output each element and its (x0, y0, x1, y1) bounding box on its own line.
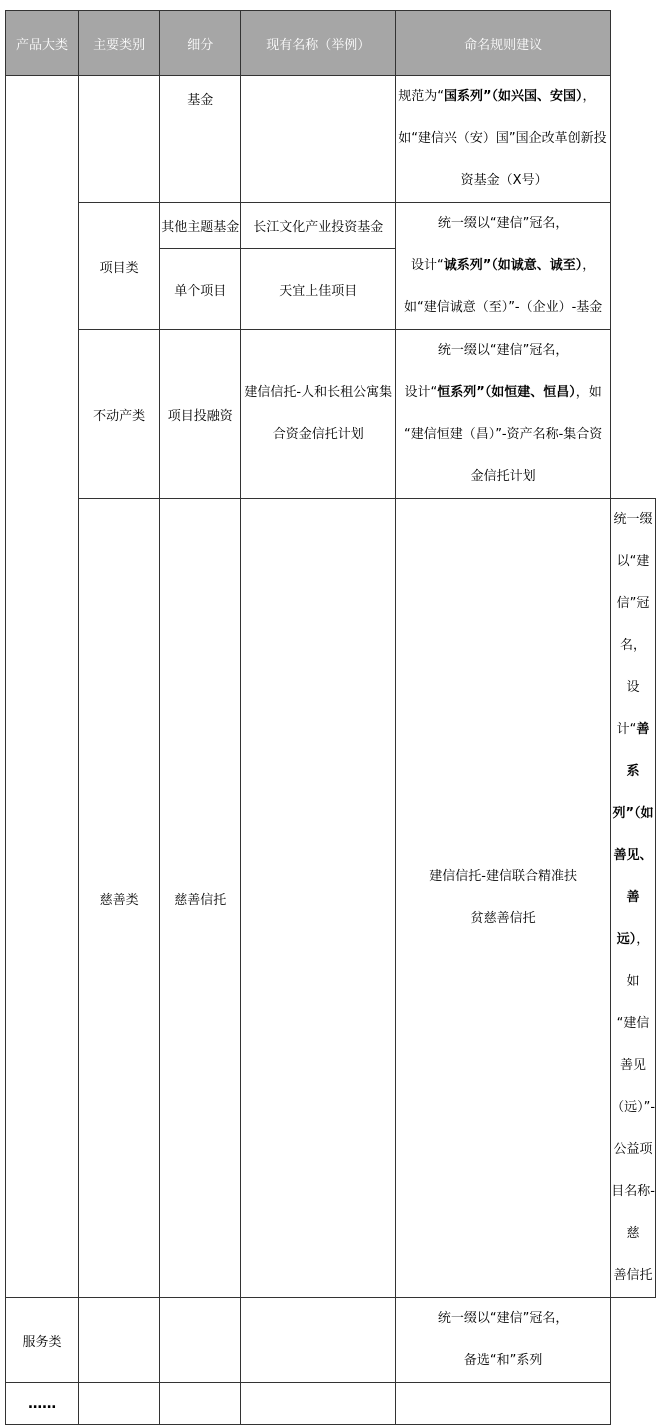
cell-sub-empty (160, 1298, 241, 1383)
cell-rule-service: 统一缀以“建信”冠名， 备选“和”系列 (396, 1298, 611, 1383)
cell-sub-project-financing: 项目投融资 (160, 330, 241, 499)
cell-name-charity: 建信信托-建信联合精准扶 贫慈善信托 (396, 499, 611, 1298)
header-naming-rule: 命名规则建议 (396, 11, 611, 76)
cell-category-service: 服务类 (6, 1298, 79, 1383)
cell-name-empty (241, 1383, 396, 1425)
cell-rule-project: 统一缀以“建信”冠名， 设计“诚系列”（如诚意、诚至）， 如“建信诚意（至）”-（企业）-基金 (396, 203, 611, 330)
cell-rule-fund: 规范为“国系列”（如兴国、安国）， 如“建信兴（安）国”国企改革创新投 资基金（X号） (396, 76, 611, 203)
table-row-service (6, 1298, 656, 1383)
cell-category-more: …… (6, 1383, 79, 1425)
cell-main-charity-trust: 慈善信托 (160, 499, 241, 1298)
cell-main-empty (79, 1298, 160, 1383)
cell-main-realestate: 不动产类 (79, 330, 160, 499)
cell-sub-fund: 基金 (160, 76, 241, 203)
cell-category-empty (6, 76, 79, 1298)
table-row-more (6, 1383, 656, 1425)
cell-name-empty (241, 76, 396, 203)
cell-category-charity: 慈善类 (79, 499, 160, 1298)
table-row-realestate (6, 330, 656, 499)
cell-sub-empty (160, 1383, 241, 1425)
cell-sub-single-project: 单个项目 (160, 249, 241, 330)
cell-rule-realestate: 统一缀以“建信”冠名， 设计“恒系列”（如恒建、恒昌），如 “建信恒建（昌）”-资产名称-集合资 金信托计划 (396, 330, 611, 499)
cell-name-tianyi: 天宜上佳项目 (241, 249, 396, 330)
cell-rule-empty (396, 1383, 611, 1425)
cell-name-empty (241, 1298, 396, 1383)
cell-main-empty (79, 76, 160, 203)
cell-sub-theme-fund: 其他主题基金 (160, 203, 241, 249)
naming-rules-table (5, 10, 656, 1425)
header-product-category: 产品大类 (6, 11, 79, 76)
cell-rule-charity: 统一缀以“建信”冠名， 设计“善系列”（如善见、善远），如 “建信善见（远）”-公益项目名称-慈 善信托 (611, 499, 656, 1298)
cell-main-empty (79, 1383, 160, 1425)
cell-main-project: 项目类 (79, 203, 160, 330)
cell-sub-empty (241, 499, 396, 1298)
table-row-fund (6, 76, 656, 203)
header-current-name: 现有名称（举例） (241, 11, 396, 76)
header-main-category: 主要类别 (79, 11, 160, 76)
header-subdivision: 细分 (160, 11, 241, 76)
cell-name-changjiang: 长江文化产业投资基金 (241, 203, 396, 249)
cell-name-renhe: 建信信托-人和长租公寓集 合资金信托计划 (241, 330, 396, 499)
table-row-project-1 (6, 203, 656, 249)
table-row-charity (6, 499, 656, 1298)
header-row (6, 11, 656, 76)
